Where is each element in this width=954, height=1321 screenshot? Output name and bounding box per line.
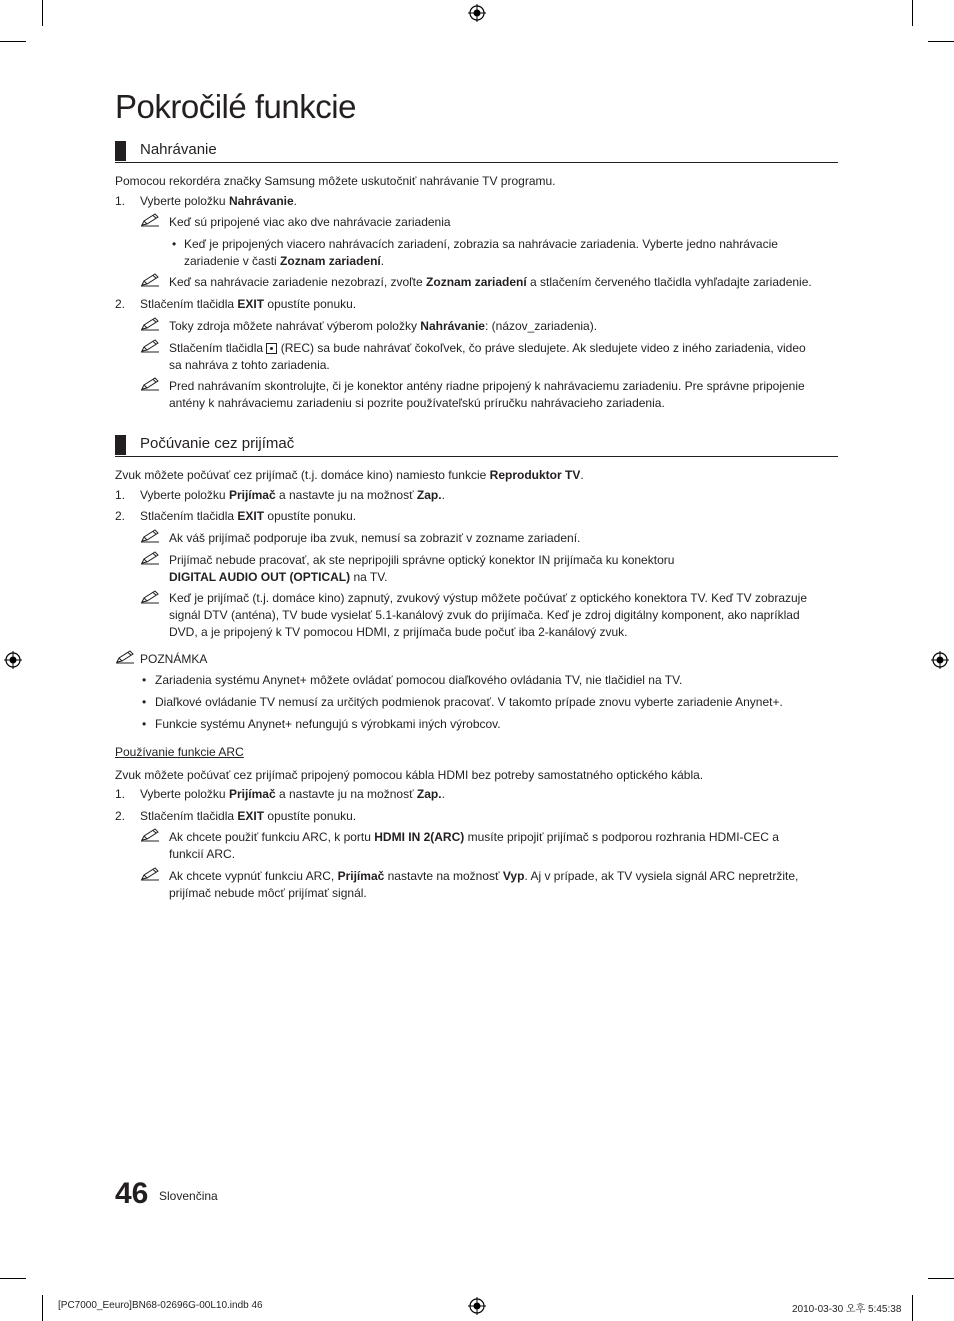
crop-mark xyxy=(928,41,954,42)
note-pencil-icon xyxy=(140,377,160,391)
page-title: Pokročilé funkcie xyxy=(115,88,356,125)
bullet-text: Funkcie systému Anynet+ nefungujú s výrobkami iných výrobcov. xyxy=(155,717,501,731)
rec-button-icon xyxy=(266,343,277,354)
registration-mark-icon xyxy=(931,651,949,669)
note-text: Toky zdroja môžete nahrávať výberom položky Nahrávanie: (názov_zariadenia). xyxy=(169,319,598,333)
note-text: Ak chcete vypnúť funkciu ARC, Prijímač nastavte na možnosť Vyp. Aj v prípade, ak TV vysiela signál ARC nepretržite, xyxy=(169,869,799,883)
note-text: DIGITAL AUDIO OUT (OPTICAL) na TV. xyxy=(169,570,388,584)
note-text: Pred nahrávaním skontrolujte, či je konektor antény riadne pripojený k nahrávaciemu zariadeniu. Pre správne pripojenie xyxy=(169,379,805,393)
section-title-recording: Nahrávanie xyxy=(140,141,217,158)
crop-mark xyxy=(0,41,26,42)
note-text: Keď je prijímač (t.j. domáce kino) zapnutý, zvukový výstup môžete počúvať z optického konektora TV. Keď TV zobrazuje xyxy=(169,591,808,605)
section-rule xyxy=(115,162,838,163)
note-pencil-icon xyxy=(140,273,160,287)
bullet-icon: • xyxy=(142,717,147,731)
step-text: Vyberte položku Nahrávanie. xyxy=(140,194,297,208)
note-text: Keď sú pripojené viac ako dve nahrávacie zariadenia xyxy=(169,215,451,229)
bullet-icon: • xyxy=(172,237,177,251)
note-label: POZNÁMKA xyxy=(140,652,208,666)
note-text: DVD, a je pripojený k TV pomocou HDMI, z prijímača bude počuť iba 2-kanálový zvuk. xyxy=(169,625,628,639)
crop-mark xyxy=(0,1278,26,1279)
crop-mark xyxy=(912,0,913,26)
step-text: Stlačením tlačidla EXIT opustíte ponuku. xyxy=(140,809,357,823)
bullet-text: zariadenie v časti Zoznam zariadení. xyxy=(184,254,385,268)
section-rule xyxy=(115,456,838,457)
note-text: funkcií ARC. xyxy=(169,847,236,861)
note-text: Stlačením tlačidla (REC) sa bude nahrávať čokoľvek, čo práve sledujete. Ak sledujete video z iného zariadenia, video xyxy=(169,341,806,355)
note-pencil-icon xyxy=(115,650,135,664)
step-number: 2. xyxy=(115,509,126,523)
step-number: 1. xyxy=(115,194,126,208)
registration-mark-icon xyxy=(468,4,486,22)
crop-mark xyxy=(42,0,43,26)
page-language: Slovenčina xyxy=(159,1189,218,1203)
note-text: antény k nahrávaciemu zariadeniu si pozrite používateľskú príručku nahrávacieho zariadenia. xyxy=(169,396,665,410)
section-title-receiver: Počúvanie cez prijímač xyxy=(140,435,295,452)
subsection-title-arc: Používanie funkcie ARC xyxy=(115,745,244,759)
step-number: 1. xyxy=(115,488,126,502)
intro-text: Pomocou rekordéra značky Samsung môžete uskutočniť nahrávanie TV programu. xyxy=(115,174,556,188)
intro-text: Zvuk môžete počúvať cez prijímač (t.j. domáce kino) namiesto funkcie Reproduktor TV. xyxy=(115,468,584,482)
bullet-icon: • xyxy=(142,673,147,687)
note-text: Keď sa nahrávacie zariadenie nezobrazí, zvoľte Zoznam zariadení a stlačením červeného tlačidla vyhľadajte zariadenie. xyxy=(169,275,812,289)
crop-mark xyxy=(42,1295,43,1321)
footer-timestamp: 2010-03-30 오후 5:45:38 xyxy=(792,1304,902,1315)
note-pencil-icon xyxy=(140,339,160,353)
section-marker xyxy=(115,141,126,161)
bullet-icon: • xyxy=(142,695,147,709)
note-pencil-icon xyxy=(140,828,160,842)
bullet-text: Keď je pripojených viacero nahrávacích zariadení, zobrazia sa nahrávacie zariadenia. Vyberte jedno nahrávacie xyxy=(184,237,778,251)
crop-mark xyxy=(912,1295,913,1321)
registration-mark-icon xyxy=(4,651,22,669)
note-text: Ak chcete použiť funkciu ARC, k portu HDMI IN 2(ARC) musíte pripojiť prijímač s podporou rozhrania HDMI-CEC a xyxy=(169,830,779,844)
note-pencil-icon xyxy=(140,551,160,565)
crop-mark xyxy=(928,1278,954,1279)
step-text: Vyberte položku Prijímač a nastavte ju na možnosť Zap.. xyxy=(140,488,445,502)
note-pencil-icon xyxy=(140,867,160,881)
note-pencil-icon xyxy=(140,590,160,604)
step-number: 1. xyxy=(115,787,126,801)
footer-file-info: [PC7000_Eeuro]BN68-02696G-00L10.indb 46 xyxy=(58,1300,263,1311)
step-text: Vyberte položku Prijímač a nastavte ju na možnosť Zap.. xyxy=(140,787,445,801)
bullet-text: Zariadenia systému Anynet+ môžete ovládať pomocou diaľkového ovládania TV, nie tlačidiel na TV. xyxy=(155,673,683,687)
note-text: Prijímač nebude pracovať, ak ste nepripojili správne optický konektor IN prijímača ku konektoru xyxy=(169,553,675,567)
note-text: sa nahráva z tohto zariadenia. xyxy=(169,358,330,372)
note-text: Ak váš prijímač podporuje iba zvuk, nemusí sa zobraziť v zozname zariadení. xyxy=(169,531,581,545)
section-marker xyxy=(115,435,126,455)
intro-text: Zvuk môžete počúvať cez prijímač pripojený pomocou kábla HDMI bez potreby samostatného optického kábla. xyxy=(115,768,704,782)
note-pencil-icon xyxy=(140,529,160,543)
note-text: prijímač nebude môcť prijímať signál. xyxy=(169,886,367,900)
note-pencil-icon xyxy=(140,213,160,227)
note-text: signál DTV (anténa), TV bude vysielať 5.1-kanálový zvuk do prijímača. Keď je zdroj digitálny komponent, ako napríklad xyxy=(169,608,800,622)
step-number: 2. xyxy=(115,297,126,311)
step-text: Stlačením tlačidla EXIT opustíte ponuku. xyxy=(140,297,357,311)
page-number: 46 xyxy=(115,1177,149,1210)
step-number: 2. xyxy=(115,809,126,823)
note-pencil-icon xyxy=(140,317,160,331)
registration-mark-icon xyxy=(468,1297,486,1315)
bullet-text: Diaľkové ovládanie TV nemusí za určitých podmienok pracovať. V takomto prípade znovu vyberte zariadenie Anynet+. xyxy=(155,695,783,709)
step-text: Stlačením tlačidla EXIT opustíte ponuku. xyxy=(140,509,357,523)
